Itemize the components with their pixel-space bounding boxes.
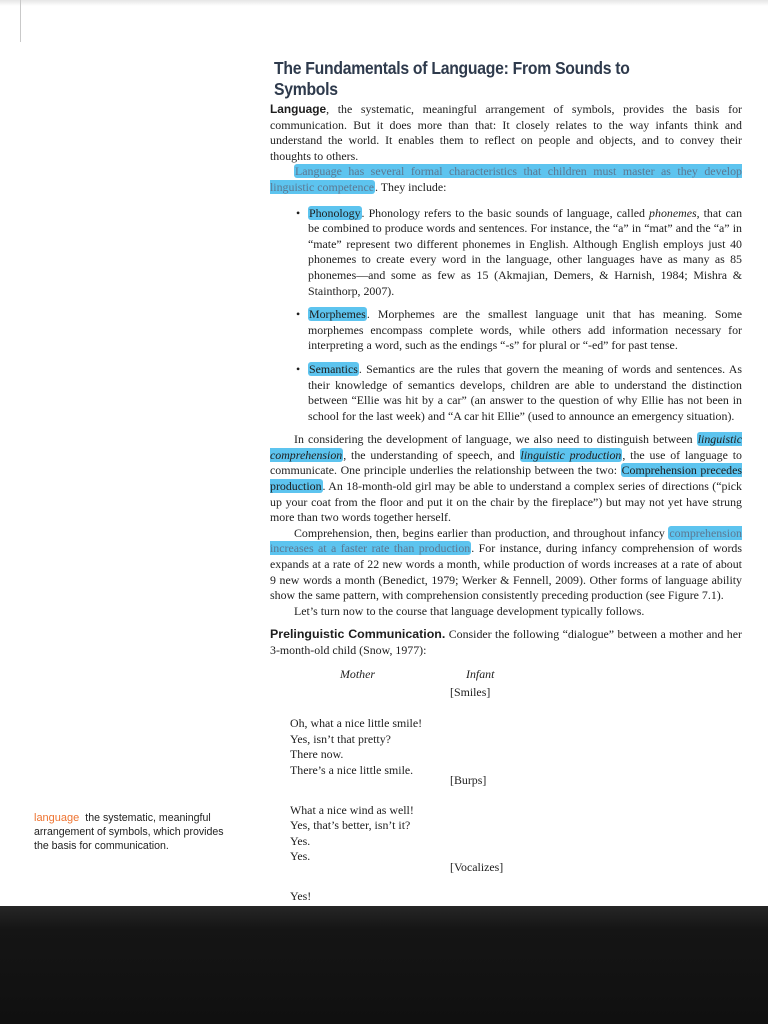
semantics-text: . Semantics are the rules that govern the meaning of words and sentences. As their knowledge of semantics develops, children are able to understand the distinction between “Ellie was hit by a car” (an answer to the question of why Ellie has not been in school for the last week) and “A car hit Ellie” (used to announce an emergency situation). <box>308 361 742 423</box>
term-phonology: Phonology <box>309 205 361 220</box>
mother-line: Yes! <box>290 888 312 903</box>
para3-text-b: . For instance, during infancy comprehension of words expands at a rate of 22 new words a month, while production of words increases at a rate of about 9 new words a month (Benedict, 1979; Werker & Fennell, 2009). Other forms of language ability show the same pattern, with comprehension consistently preceding production (see Figure 7.1). <box>270 541 743 603</box>
definition-term: language <box>34 812 80 824</box>
list-item-phonology <box>296 206 742 300</box>
mother-line: There now. <box>290 747 344 762</box>
infant-action: [Burps] <box>450 772 487 787</box>
scan-dark-border <box>0 906 768 1024</box>
morphemes-text: . Morphemes are the smallest language unit that has meaning. Some morphemes encompass complete words, while others add information necessary for interpreting a word, such as the endings “-s” for plural or “-ed” for past tense. <box>308 307 742 353</box>
list-item-semantics <box>296 362 742 424</box>
characteristics-list <box>296 206 742 425</box>
para2-text-d: . An 18-month-old girl may be able to understand a complex series of directions (“pick up your coat from the floor and put it on the chair by the fireplace”) but may not yet have strung more than two words together herself. <box>270 479 742 525</box>
mother-line: Yes, that’s better, isn’t it? <box>290 818 411 833</box>
comprehension-production-paragraph <box>270 432 742 526</box>
highlight-linguistic-competence: Language has several formal characteristics that children must master as they develop linguistic competence <box>270 164 742 194</box>
infant-column <box>450 667 570 876</box>
intro-paragraph <box>270 102 742 164</box>
para2-text-b: , the understanding of speech, and <box>343 447 520 462</box>
section-heading: The Fundamentals of Language: From Sounds to Symbols <box>274 58 630 99</box>
intro-term: Language <box>270 102 327 116</box>
mother-label: Mother <box>340 666 376 681</box>
transition-paragraph: Let’s turn now to the course that language development typically follows. <box>294 603 645 618</box>
para3-text-a: Comprehension, then, begins earlier than production, and throughout infancy <box>294 525 669 540</box>
mother-line: There’s a nice little smile. <box>290 762 414 777</box>
mother-line: Yes. <box>290 849 311 864</box>
scan-top-shadow <box>0 0 768 6</box>
highlight-linguistic-production: linguistic production <box>520 447 622 462</box>
bullet-icon: • <box>296 307 301 322</box>
highlight-linguistic-comprehension: linguistic comprehension <box>270 432 742 462</box>
intro-text: , the systematic, meaningful arrangement of symbols, provides the basis for communication. But it does more than that: It closely relates to the way infants think and understand the world. It enables them to reflect on people and objects, and to convey their thoughts to others. <box>270 102 742 163</box>
definition-text: the systematic, meaningful arrangement of symbols, which provides the basis for communication. <box>34 812 224 852</box>
mother-line: Yes, isn’t that pretty? <box>290 731 391 746</box>
phonology-italic: phonemes <box>649 205 697 220</box>
list-item-morphemes <box>296 307 742 354</box>
margin-definition <box>34 811 234 853</box>
mother-infant-dialogue <box>270 667 742 917</box>
mother-line: What a nice wind as well! <box>290 802 414 817</box>
scan-margin-line <box>20 0 21 42</box>
mother-line: Oh, what a nice little smile! <box>290 716 423 731</box>
prelinguistic-subhead: Prelinguistic Communication. <box>270 627 446 642</box>
prelinguistic-paragraph <box>270 627 742 658</box>
prelinguistic-text: Consider the following “dialogue” between a mother and her 3-month-old child (Snow, 1977): <box>270 627 742 657</box>
infant-action: [Smiles] <box>450 685 491 700</box>
highlight-faster-rate: comprehension increases at a faster rate than production <box>270 525 742 556</box>
infant-label: Infant <box>466 666 495 681</box>
main-column <box>270 58 742 917</box>
spacer <box>450 701 570 773</box>
para2-text-a: In considering the development of language, we also need to distinguish between <box>294 432 697 447</box>
bullet-icon: • <box>296 205 301 220</box>
intro-highlight-paragraph <box>270 164 742 195</box>
spacer <box>450 788 570 860</box>
phonology-text-b: , that can be combined to produce words and sentences. For instance, the “a” in “mat” and the “a” in “mate” represent two different phonemes in English. Although English employs just 40 phonemes to create every word in the language, other languages have as many as 85 phonemes—and some as few as 15 (Akmajian, Demers, & Harnish, 1984; Mishra & Stainthorp, 2007). <box>308 205 743 298</box>
mother-line: Yes. <box>290 833 311 848</box>
intro-tail: . They include: <box>375 179 447 194</box>
para2-text-c: , the use of language to communicate. One principle underlies the relationship between the two: <box>270 447 742 478</box>
phonology-text-a: . Phonology refers to the basic sounds of language, called <box>361 205 650 220</box>
bullet-icon: • <box>296 361 301 376</box>
highlight-comprehension-precedes: Comprehension precedes production <box>270 463 742 494</box>
term-semantics: Semantics <box>309 361 358 376</box>
rate-paragraph <box>270 526 742 604</box>
term-morphemes: Morphemes <box>309 307 366 322</box>
infant-action: [Vocalizes] <box>450 860 504 875</box>
